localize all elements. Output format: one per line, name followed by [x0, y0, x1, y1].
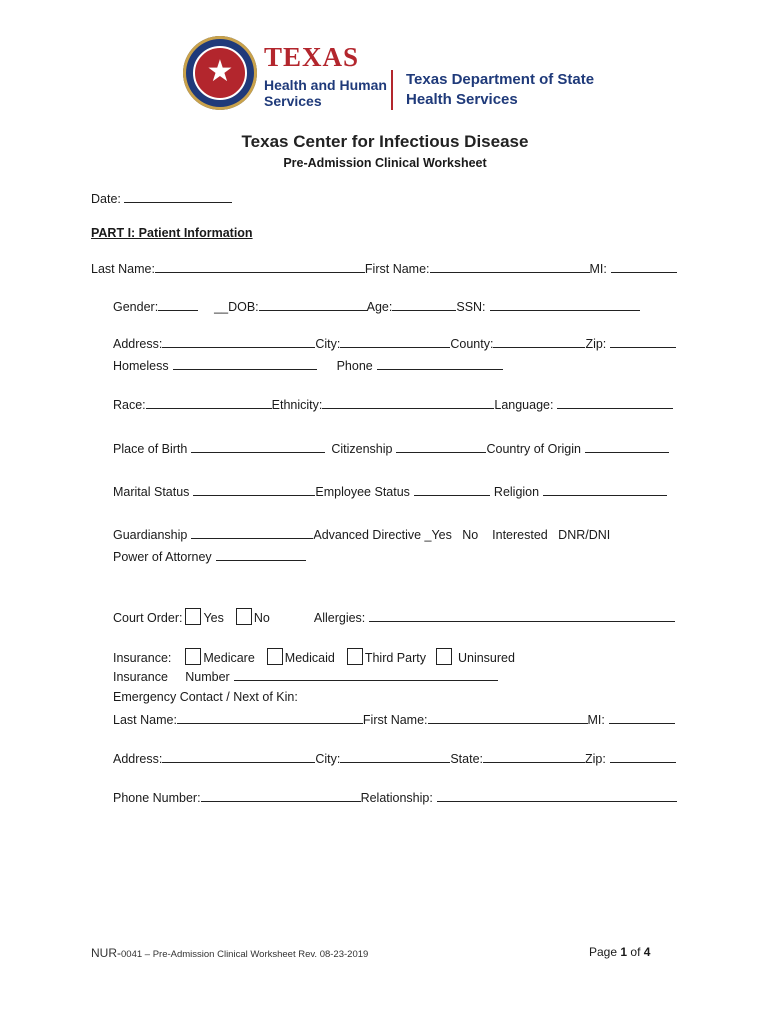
guardianship-field[interactable] [191, 527, 313, 539]
employee-status-label: Employee Status [315, 485, 410, 499]
texas-seal-logo [183, 36, 257, 110]
county-label: County: [450, 337, 494, 351]
citizenship-field[interactable] [396, 441, 486, 453]
date-label: Date: [91, 192, 121, 206]
ec-phone-number-field[interactable] [201, 790, 361, 802]
ec-address-label: Address: [113, 752, 163, 766]
country-of-origin-label: Country of Origin [486, 442, 581, 456]
ec-mi-field[interactable] [609, 712, 675, 724]
ec-address-field[interactable] [162, 751, 315, 763]
part1-heading: PART I: Patient Information [91, 226, 253, 240]
citizenship-label: Citizenship [331, 442, 393, 456]
race-field[interactable] [146, 397, 272, 409]
ssn-field[interactable] [490, 299, 640, 311]
address-label: Address: [113, 337, 163, 351]
court-order-yes-label: Yes [203, 611, 224, 625]
insurance-label: Insurance: [113, 651, 172, 665]
country-of-origin-field[interactable] [585, 441, 669, 453]
mi-label: MI: [589, 262, 607, 276]
zip-field[interactable] [610, 336, 676, 348]
ssn-label: SSN: [456, 300, 486, 314]
court-order-no-checkbox[interactable] [236, 608, 252, 625]
insurance-number-field[interactable] [234, 669, 498, 681]
page-subtitle: Pre-Admission Clinical Worksheet [283, 156, 487, 170]
uninsured-checkbox[interactable] [436, 648, 452, 665]
address-field[interactable] [162, 336, 315, 348]
star-icon: ★ [206, 55, 234, 88]
ec-state-field[interactable] [483, 751, 585, 763]
city-field[interactable] [340, 336, 450, 348]
ec-state-label: State: [450, 752, 484, 766]
page-title: Texas Center for Infectious Disease [241, 132, 529, 151]
uninsured-label: Uninsured [457, 651, 515, 665]
ethnicity-label: Ethnicity: [271, 398, 323, 412]
ethnicity-field[interactable] [322, 397, 494, 409]
marital-status-label: Marital Status [113, 485, 190, 499]
ec-zip-label: Zip: [585, 752, 606, 766]
city-label: City: [315, 337, 341, 351]
dob-label: __DOB: [214, 300, 259, 314]
language-label: Language: [494, 398, 554, 412]
race-label: Race: [113, 398, 146, 412]
logo-hhs-line1: Health and Human [264, 77, 387, 93]
employee-status-field[interactable] [414, 484, 490, 496]
phone-field[interactable] [377, 358, 503, 370]
zip-label: Zip: [585, 337, 607, 351]
logo-divider [391, 70, 393, 110]
ec-zip-field[interactable] [610, 751, 676, 763]
third-party-checkbox[interactable] [347, 648, 363, 665]
homeless-field[interactable] [173, 358, 317, 370]
religion-label: Religion [493, 485, 540, 499]
place-of-birth-label: Place of Birth [113, 442, 188, 456]
language-field[interactable] [557, 397, 673, 409]
court-order-no-label: No [253, 611, 270, 625]
date-field[interactable] [124, 191, 232, 203]
insurance-number-label: Insurance Number [113, 670, 230, 684]
medicare-label: Medicare [203, 651, 255, 665]
ec-last-name-label: Last Name: [113, 713, 177, 727]
first-name-field[interactable] [430, 261, 590, 273]
dob-field[interactable] [259, 299, 367, 311]
ec-relationship-field[interactable] [437, 790, 677, 802]
logo-texas-word: TEXAS [264, 42, 360, 72]
medicare-checkbox[interactable] [185, 648, 201, 665]
place-of-birth-field[interactable] [191, 441, 325, 453]
medicaid-label: Medicaid [284, 651, 335, 665]
footer-form-code: NUR-0041 – Pre-Admission Clinical Worksheet Rev. 08-23-2019 [91, 946, 369, 960]
ec-first-name-label: First Name: [362, 713, 428, 727]
logo-dshs-line2: Health Services [406, 91, 518, 108]
ec-phone-number-label: Phone Number: [113, 791, 201, 805]
logo-dshs-line1: Texas Department of State [406, 71, 595, 88]
advanced-directive-options[interactable]: Advanced Directive _Yes No Interested DNR/DNI [313, 528, 611, 542]
mi-field[interactable] [611, 261, 677, 273]
emergency-contact-heading: Emergency Contact / Next of Kin: [113, 690, 298, 704]
homeless-label: Homeless [113, 359, 169, 373]
court-order-yes-checkbox[interactable] [185, 608, 201, 625]
logo-hhs-line2: Services [264, 93, 322, 109]
age-field[interactable] [392, 299, 456, 311]
age-label: Age: [366, 300, 393, 314]
allergies-label: Allergies: [313, 611, 366, 625]
gender-label: Gender: [113, 300, 159, 314]
ec-first-name-field[interactable] [428, 712, 588, 724]
power-of-attorney-label: Power of Attorney [113, 550, 212, 564]
last-name-field[interactable] [155, 261, 365, 273]
county-field[interactable] [493, 336, 585, 348]
first-name-label: First Name: [364, 262, 430, 276]
power-of-attorney-field[interactable] [216, 549, 306, 561]
third-party-label: Third Party [364, 651, 426, 665]
medicaid-checkbox[interactable] [267, 648, 283, 665]
gender-field[interactable] [158, 299, 198, 311]
page-indicator: Page 1 of 4 [589, 945, 651, 959]
allergies-field[interactable] [369, 610, 675, 622]
ec-last-name-field[interactable] [177, 712, 363, 724]
last-name-label: Last Name: [91, 262, 155, 276]
marital-status-field[interactable] [193, 484, 315, 496]
ec-relationship-label: Relationship: [360, 791, 433, 805]
guardianship-label: Guardianship [113, 528, 188, 542]
phone-label: Phone [336, 359, 373, 373]
ec-city-field[interactable] [340, 751, 450, 763]
religion-field[interactable] [543, 484, 667, 496]
ec-city-label: City: [315, 752, 341, 766]
ec-mi-label: MI: [587, 713, 605, 727]
court-order-label: Court Order: [113, 611, 183, 625]
